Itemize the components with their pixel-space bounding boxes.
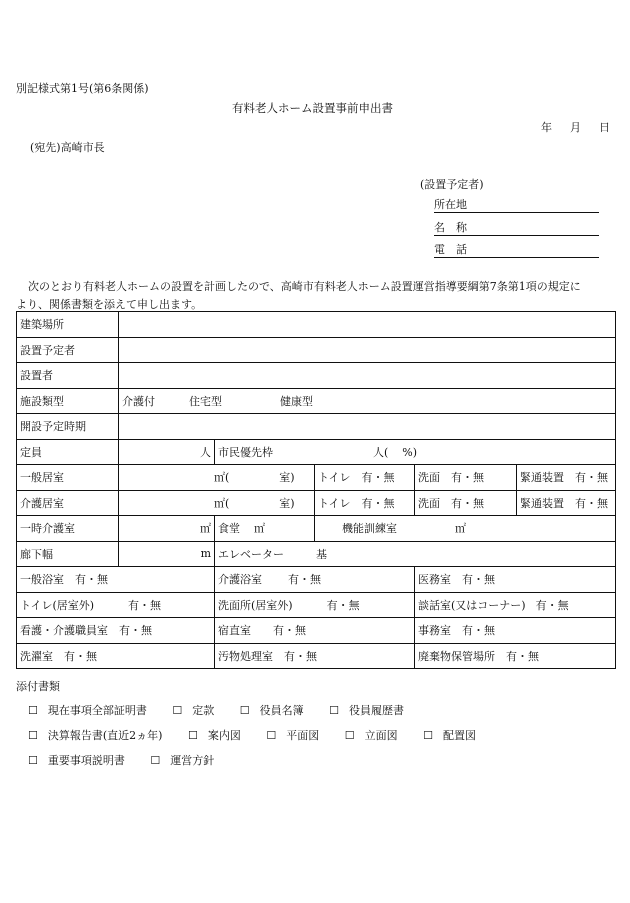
attachments-row-2: [28, 727, 498, 743]
laundry-room[interactable]: 洗濯室 有・無: [17, 643, 215, 669]
establisher-label: 設置者: [17, 363, 119, 389]
dining-label: 食堂: [218, 522, 240, 536]
date-year: 年: [541, 121, 552, 134]
type-option-healthy[interactable]: 健康型: [280, 394, 313, 408]
washroom-outside[interactable]: [215, 592, 415, 618]
table-row: [17, 592, 616, 618]
establisher-input[interactable]: [119, 363, 616, 389]
care-bath-label: 介護浴室: [218, 573, 262, 587]
checkbox-icon[interactable]: ☐: [329, 704, 339, 717]
table-row: [17, 439, 616, 465]
care-room-label: 介護居室: [17, 490, 119, 516]
lounge-yn: 有・無: [535, 598, 569, 612]
care-room-toilet[interactable]: トイレ 有・無: [315, 490, 415, 516]
care-room-alarm[interactable]: 緊通装置 有・無: [517, 490, 616, 516]
applicant-heading: (設置予定者): [420, 178, 484, 191]
rooms-unit: 室): [279, 496, 295, 510]
general-room-washroom[interactable]: 洗面 有・無: [415, 465, 517, 491]
addressee: (宛先)高崎市長: [30, 141, 105, 154]
table-row: [17, 516, 616, 542]
capacity-input[interactable]: [119, 439, 215, 465]
care-bath[interactable]: [215, 567, 415, 593]
sqm-rooms-text: ㎡(: [214, 496, 230, 510]
date-month: 月: [570, 121, 581, 134]
temp-care-room-label: 一時介護室: [17, 516, 119, 542]
corridor-width-input[interactable]: [119, 541, 215, 567]
facility-type-options[interactable]: [119, 388, 616, 414]
table-row: [17, 465, 616, 491]
address-label: 所在地: [434, 198, 467, 211]
sqm-unit: ㎡: [200, 522, 211, 536]
care-room-washroom[interactable]: 洗面 有・無: [415, 490, 517, 516]
checkbox-icon[interactable]: ☐: [266, 729, 277, 742]
page-title: 有料老人ホーム設置事前申出書: [232, 101, 393, 115]
attachments-row-3: [28, 752, 236, 768]
sqm-unit: ㎡: [254, 522, 265, 536]
table-row: [17, 337, 616, 363]
attachments-heading: 添付書類: [16, 680, 60, 693]
attach-floor-plan[interactable]: ☐ 平面図: [266, 729, 320, 742]
planned-establisher-input[interactable]: [119, 337, 616, 363]
attach-articles[interactable]: ☐ 定款: [172, 704, 215, 717]
general-room-toilet[interactable]: トイレ 有・無: [315, 465, 415, 491]
form-number: 別記様式第1号(第6条関係): [16, 82, 149, 95]
citizen-priority-cell[interactable]: [215, 439, 616, 465]
phone-label: 電 話: [434, 243, 467, 256]
checkbox-icon[interactable]: ☐: [344, 729, 355, 742]
building-site-label: 建築場所: [17, 312, 119, 338]
corridor-width-label: 廊下幅: [17, 541, 119, 567]
name-label: 名 称: [434, 221, 467, 234]
checkbox-icon[interactable]: ☐: [172, 704, 183, 717]
priority-percent: %): [402, 445, 418, 459]
checkbox-icon[interactable]: ☐: [150, 754, 161, 767]
table-row: [17, 618, 616, 644]
checkbox-icon[interactable]: ☐: [28, 754, 38, 767]
address-field[interactable]: [434, 196, 599, 213]
table-row: [17, 312, 616, 338]
attach-site-plan[interactable]: ☐ 配置図: [423, 729, 476, 742]
table-row: [17, 643, 616, 669]
lounge[interactable]: [415, 592, 616, 618]
table-row: [17, 541, 616, 567]
attach-officer-history[interactable]: ☐ 役員履歴書: [329, 704, 404, 717]
opening-period-label: 開設予定時期: [17, 414, 119, 440]
attach-certificate[interactable]: ☐ 現在事項全部証明書: [28, 704, 147, 717]
meter-unit: m: [200, 547, 211, 561]
attach-officer-list[interactable]: ☐ 役員名簿: [239, 704, 304, 717]
table-row: [17, 490, 616, 516]
type-option-residential[interactable]: 住宅型: [189, 394, 222, 408]
care-bath-yn: 有・無: [288, 573, 321, 587]
general-room-alarm[interactable]: 緊通装置 有・無: [517, 465, 616, 491]
night-duty-yn: 有・無: [273, 624, 306, 638]
capacity-unit: 人: [200, 445, 211, 459]
rehab-room-label: 機能訓練室: [342, 522, 397, 536]
planned-establisher-label: 設置予定者: [17, 337, 119, 363]
general-room-label: 一般居室: [17, 465, 119, 491]
citizen-priority-label: 市民優先枠: [218, 445, 273, 459]
name-field[interactable]: [434, 219, 599, 236]
night-duty-label: 宿直室: [218, 624, 251, 638]
checkbox-icon[interactable]: ☐: [239, 704, 250, 717]
sqm-rooms-text: ㎡(: [214, 471, 230, 485]
lounge-label: 談話室(又はコーナー): [418, 598, 526, 612]
rehab-room-cell[interactable]: [315, 516, 616, 542]
intro-line-2: より、関係書類を添えて申し出ます。: [16, 298, 203, 311]
sqm-unit: ㎡: [455, 522, 466, 536]
attachments-row-1: [28, 702, 426, 718]
rooms-unit: 室): [279, 471, 295, 485]
checkbox-icon[interactable]: ☐: [28, 729, 38, 742]
facility-type-label: 施設類型: [17, 388, 119, 414]
toilet-outside[interactable]: [17, 592, 215, 618]
checkbox-icon[interactable]: ☐: [423, 729, 433, 742]
washroom-outside-label: 洗面所(居室外): [218, 598, 293, 612]
waste-storage[interactable]: 廃棄物保管場所 有・無: [415, 643, 616, 669]
intro-line-1: 次のとおり有料老人ホームの設置を計画したので、高崎市有料老人ホーム設置運営指導要綱第7条第1項の規定に: [28, 280, 581, 293]
building-site-input[interactable]: [119, 312, 616, 338]
attach-elevation[interactable]: ☐ 立面図: [344, 729, 398, 742]
elevator-cell[interactable]: [215, 541, 616, 567]
type-option-care[interactable]: 介護付: [122, 394, 155, 408]
table-row: [17, 363, 616, 389]
opening-period-input[interactable]: [119, 414, 616, 440]
washroom-outside-yn: 有・無: [326, 598, 360, 612]
checkbox-icon[interactable]: ☐: [187, 729, 198, 742]
date-day: 日: [599, 121, 610, 134]
elevator-unit: 基: [316, 547, 327, 561]
dining-cell[interactable]: [215, 516, 315, 542]
priority-unit: 人(: [373, 445, 389, 459]
table-row: [17, 414, 616, 440]
checkbox-icon[interactable]: ☐: [28, 704, 38, 717]
attach-location-map[interactable]: ☐ 案内図: [187, 729, 241, 742]
care-room-area[interactable]: [119, 490, 315, 516]
waste-room[interactable]: 汚物処理室 有・無: [215, 643, 415, 669]
toilet-outside-yn: 有・無: [128, 598, 162, 612]
staff-room[interactable]: 看護・介護職員室 有・無: [17, 618, 215, 644]
table-row: [17, 388, 616, 414]
medical-room[interactable]: 医務室 有・無: [415, 567, 616, 593]
application-table: [16, 311, 616, 669]
office-room[interactable]: 事務室 有・無: [415, 618, 616, 644]
attach-financial-report[interactable]: ☐ 決算報告書(直近2ヵ年): [28, 729, 163, 742]
attach-operation-policy[interactable]: ☐ 運営方針: [150, 754, 215, 767]
phone-field[interactable]: [434, 241, 599, 258]
temp-care-room-area[interactable]: [119, 516, 215, 542]
night-duty-room[interactable]: [215, 618, 415, 644]
date-line[interactable]: [541, 119, 610, 135]
toilet-outside-label: トイレ(居室外): [20, 598, 95, 612]
table-row: [17, 567, 616, 593]
attach-important-matters[interactable]: ☐ 重要事項説明書: [28, 754, 125, 767]
elevator-label: エレベーター: [218, 547, 284, 561]
general-room-area[interactable]: [119, 465, 315, 491]
capacity-label: 定員: [17, 439, 119, 465]
general-bath[interactable]: 一般浴室 有・無: [17, 567, 215, 593]
